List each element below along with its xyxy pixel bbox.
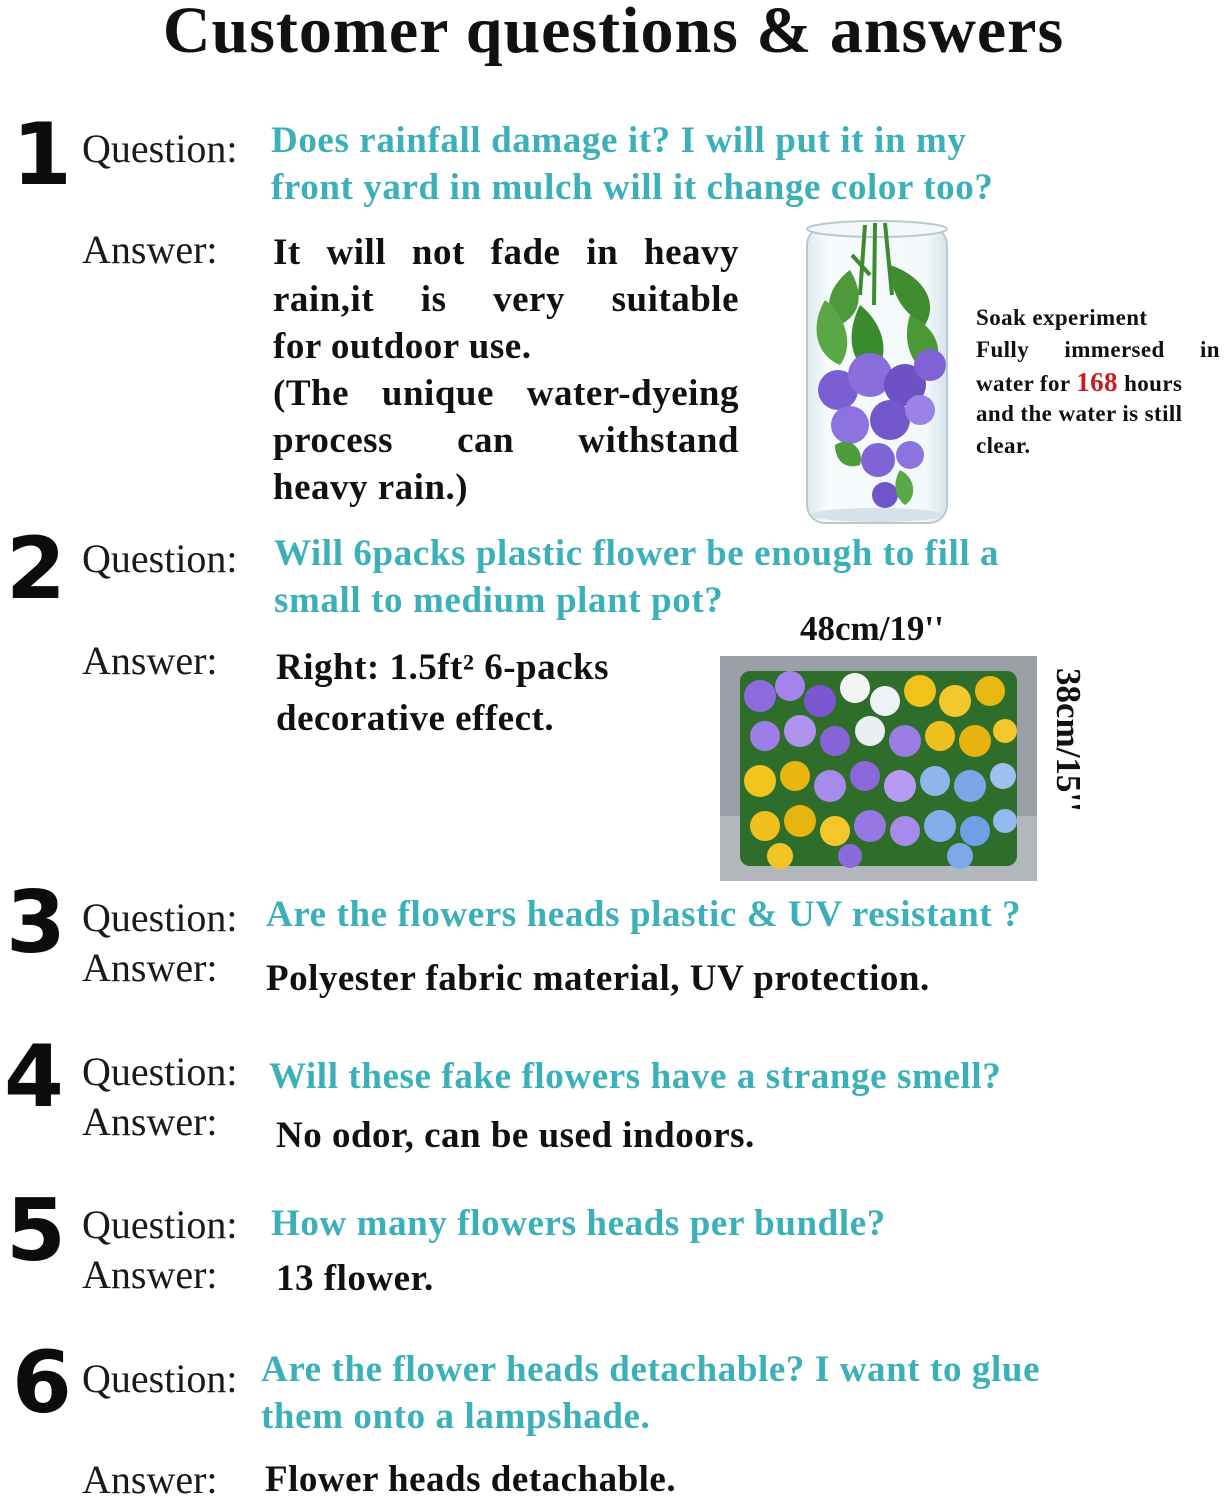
question-2-line-2: small to medium plant pot? [274,580,724,621]
answer-5-line-1: 13 flower. [276,1258,434,1299]
question-label-4: Question: [82,1049,238,1094]
question-label-5: Question: [82,1202,238,1247]
answer-6-line-1: Flower heads detachable. [265,1459,677,1500]
height-dimension-label: 38cm/15'' [1049,668,1088,812]
question-6-line-2: them onto a lampshade. [261,1396,651,1437]
question-3-line-1: Are the flowers heads plastic & UV resistant ? [266,894,1022,935]
soak-caption-line-3 [976,366,1182,400]
answer-label-4: Answer: [82,1099,218,1144]
question-label-1: Question: [82,126,238,171]
flower-arrangement-image [720,656,1037,881]
answer-label-2: Answer: [82,638,218,683]
answer-2-line-2: decorative effect. [276,698,555,739]
question-5-line-1: How many flowers heads per bundle? [271,1203,886,1244]
answer-4-line-1: No odor, can be used indoors. [276,1115,755,1156]
question-label-3: Question: [82,895,238,940]
answer-1-line-4: (The unique water-dyeing [273,373,739,414]
width-dimension-label: 48cm/19'' [800,609,944,648]
answer-2-line-1: Right: 1.5ft² 6-packs [276,647,610,688]
soak-caption-line-5: clear. [976,433,1031,458]
question-label-6: Question: [82,1356,238,1401]
question-1-line-1: Does rainfall damage it? I will put it in my [271,120,967,161]
question-6-line-1: Are the flower heads detachable? I want to glue [261,1349,1041,1390]
qa-number-2: 2 [6,519,66,619]
answer-label-6: Answer: [82,1457,218,1502]
soak-caption-line-3-pre: water for [976,371,1077,396]
answer-1-line-6: heavy rain.) [273,467,469,508]
answer-1-line-5: process can withstand [273,420,739,461]
question-1-line-2: front yard in mulch will it change color too? [271,167,994,208]
answer-label-1: Answer: [82,227,218,272]
soak-caption-line-3-post: hours [1117,371,1183,396]
soak-caption-line-4: and the water is still [976,401,1183,426]
soak-caption-line-2: Fully immersed in [976,337,1220,362]
soak-hours-highlight: 168 [1076,367,1118,397]
answer-label-5: Answer: [82,1252,218,1297]
qa-number-6: 6 [12,1333,72,1433]
answer-label-3: Answer: [82,945,218,990]
answer-1-line-2: rain,it is very suitable [273,279,739,320]
qa-number-1: 1 [12,105,72,205]
answer-1-line-3: for outdoor use. [273,326,532,367]
vase-soak-image [790,215,965,527]
answer-1-line-1: It will not fade in heavy [273,232,739,273]
question-label-2: Question: [82,536,238,581]
qa-number-3: 3 [6,873,66,973]
soak-caption-line-1: Soak experiment [976,305,1148,330]
qa-number-4: 4 [4,1027,64,1127]
page-title: Customer questions & answers [162,0,1065,67]
question-2-line-1: Will 6packs plastic flower be enough to fill a [274,533,1000,574]
question-4-line-1: Will these fake flowers have a strange smell? [269,1056,1002,1097]
answer-3-line-1: Polyester fabric material, UV protection. [266,958,930,999]
qa-number-5: 5 [6,1181,66,1281]
